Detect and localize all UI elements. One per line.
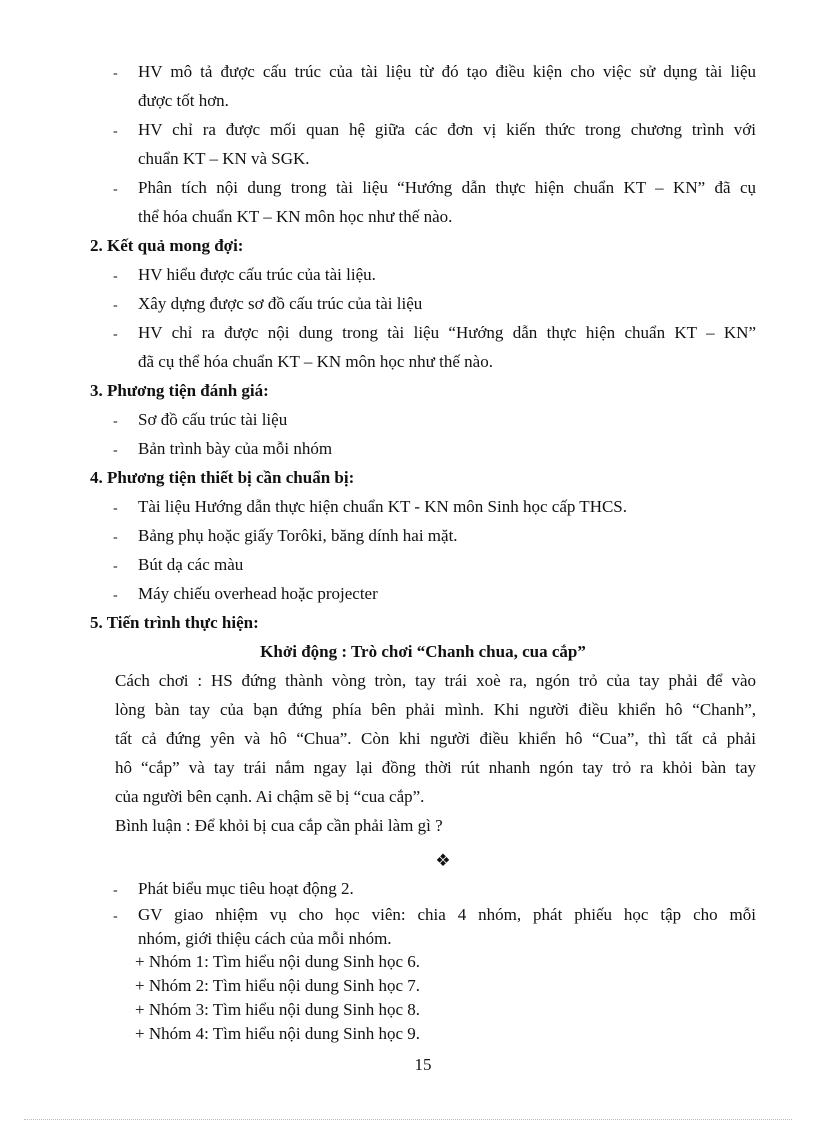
section-heading: 5. Tiến trình thực hiện: [90, 613, 259, 632]
group-line: + Nhóm 1: Tìm hiểu nội dung Sinh học 6. [135, 952, 421, 971]
bullet-marker: - [113, 414, 118, 429]
section-heading: 2. Kết quả mong đợi: [90, 236, 244, 255]
page-bottom-divider [24, 1119, 792, 1120]
list-item-line: Máy chiếu overhead hoặc projecter [138, 584, 378, 603]
list-item-line: HV mô tả được cấu trúc của tài liệu từ đó tạo điều kiện cho việc sử dụng tài liệu [138, 62, 756, 81]
bullet-marker: - [113, 530, 118, 545]
list-item-line: được tốt hơn. [138, 91, 229, 110]
bullet-marker: - [113, 501, 118, 516]
list-item-line: GV giao nhiệm vụ cho học viên: chia 4 nhóm, phát phiếu học tập cho mỗi [138, 905, 756, 924]
list-item-line: HV hiểu được cấu trúc của tài liệu. [138, 265, 376, 284]
list-item-line: Tài liệu Hướng dẫn thực hiện chuẩn KT - KN môn Sinh học cấp THCS. [138, 497, 628, 516]
list-item-line: nhóm, giới thiệu cách của mỗi nhóm. [138, 929, 392, 948]
list-item-line: Bảng phụ hoặc giấy Torôki, băng dính hai mặt. [138, 526, 458, 545]
bullet-marker: - [113, 66, 118, 81]
bullet-marker: - [113, 443, 118, 458]
bullet-marker: - [113, 559, 118, 574]
bullet-marker: - [113, 269, 118, 284]
list-item-line: chuẩn KT – KN và SGK. [138, 149, 310, 168]
list-item-line: Bản trình bày của mỗi nhóm [138, 439, 333, 458]
bullet-marker: - [113, 909, 118, 924]
paragraph-line: Cách chơi : HS đứng thành vòng tròn, tay trái xoè ra, ngón trỏ của tay phải để vào [115, 671, 756, 690]
bullet-marker: - [113, 124, 118, 139]
bullet-marker: - [113, 327, 118, 342]
list-item-line: Sơ đồ cấu trúc tài liệu [138, 410, 288, 429]
list-item-line: Phân tích nội dung trong tài liệu “Hướng dẫn thực hiện chuẩn KT – KN” đã cụ [138, 178, 756, 197]
bullet-marker: - [113, 883, 118, 898]
group-line: + Nhóm 3: Tìm hiểu nội dung Sinh học 8. [135, 1000, 421, 1019]
bullet-marker: - [113, 298, 118, 313]
page-number: 15 [414, 1055, 432, 1074]
comment-line: Bình luận : Để khỏi bị cua cắp cần phải làm gì ? [115, 816, 443, 835]
paragraph-line: của người bên cạnh. Ai chậm sẽ bị “cua cắp”. [115, 787, 425, 806]
list-item-line: đã cụ thể hóa chuẩn KT – KN môn học như thế nào. [138, 352, 493, 371]
list-item-line: Xây dựng được sơ đồ cấu trúc của tài liệu [138, 294, 423, 313]
bullet-marker: - [113, 182, 118, 197]
section-heading: 3. Phương tiện đánh giá: [90, 381, 269, 400]
group-line: + Nhóm 4: Tìm hiểu nội dung Sinh học 9. [135, 1024, 421, 1043]
ornament-icon: ❖ [435, 851, 451, 870]
list-item-line: HV chỉ ra được mối quan hệ giữa các đơn vị kiến thức trong chương trình với [138, 120, 756, 139]
list-item-line: Phát biểu mục tiêu hoạt động 2. [138, 879, 354, 898]
group-line: + Nhóm 2: Tìm hiểu nội dung Sinh học 7. [135, 976, 421, 995]
bullet-marker: - [113, 588, 118, 603]
paragraph-line: tất cả đứng yên và hô “Chua”. Còn khi người điều khiển hô “Cua”, thì tất cả phải [115, 729, 756, 748]
list-item-line: HV chỉ ra được nội dung trong tài liệu “Hướng dẫn thực hiện chuẩn KT – KN” [138, 323, 756, 342]
paragraph-line: hô “cắp” và tay trái nắm ngay lại đồng thời rút nhanh ngón tay trỏ ra khỏi bàn tay [115, 758, 756, 777]
paragraph-line: lòng bàn tay của bạn đứng phía bên phải mình. Khi người điều khiển hô “Chanh”, [115, 700, 756, 719]
list-item-line: Bút dạ các màu [138, 555, 244, 574]
section-heading: 4. Phương tiện thiết bị cần chuẩn bị: [90, 468, 355, 487]
list-item-line: thể hóa chuẩn KT – KN môn học như thế nào. [138, 207, 453, 226]
warmup-title: Khởi động : Trò chơi “Chanh chua, cua cắp” [260, 642, 586, 661]
